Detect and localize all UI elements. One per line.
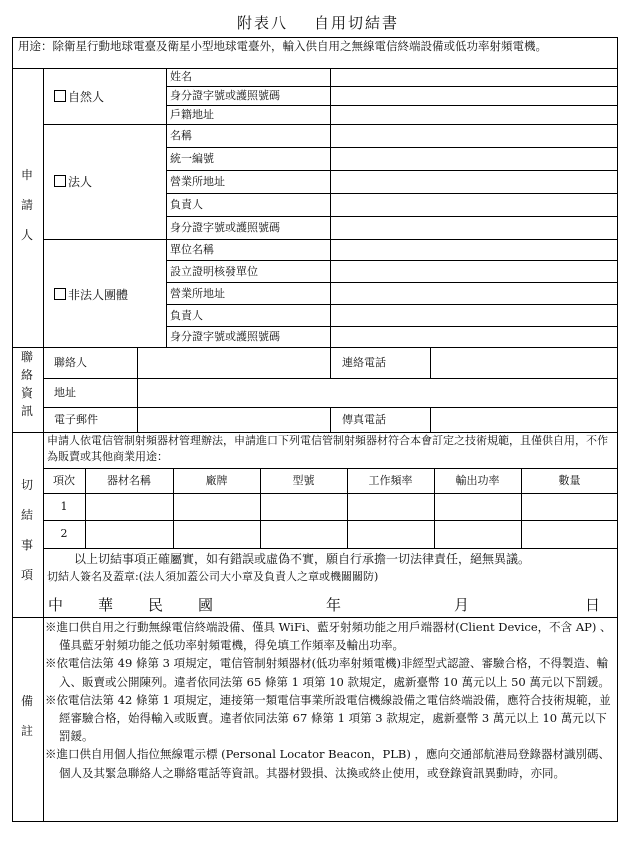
legal-person-checkbox-row[interactable] xyxy=(54,175,92,191)
natural-person-label: 自然人 xyxy=(68,90,105,104)
nonlegal-group-checkbox[interactable] xyxy=(54,288,66,300)
nonlegal-group-label: 非法人團體 xyxy=(68,288,129,302)
contact-section-label: 聯絡資訊 xyxy=(20,350,33,418)
field-label: 負責人 xyxy=(170,309,203,322)
col-header-output-power: 輸出功率 xyxy=(455,474,500,487)
pledge-section-label: 切結事項 xyxy=(20,478,33,582)
col-header-device-name: 器材名稱 xyxy=(107,474,151,487)
col-header-item-no: 項次 xyxy=(53,474,75,487)
field-label: 設立證明核發單位 xyxy=(170,265,258,278)
legal-person-label: 法人 xyxy=(68,175,93,189)
contact-address-label: 地址 xyxy=(54,386,76,399)
form-name: 自用切結書 xyxy=(314,14,400,32)
form-title xyxy=(0,12,636,33)
field-label: 身分證字號或護照號碼 xyxy=(170,221,280,234)
field-label: 營業所地址 xyxy=(170,287,225,300)
natural-person-checkbox-row[interactable] xyxy=(54,90,104,106)
remarks-section-label: 備註 xyxy=(20,694,33,738)
date-char: 中 xyxy=(48,596,64,614)
form-number: 附表八 xyxy=(236,14,288,32)
col-header-quantity: 數量 xyxy=(558,474,581,487)
natural-person-checkbox[interactable] xyxy=(54,90,66,102)
remark-note: ※依電信法第 42 條第 1 項規定，連接第一類電信事業所設電信機線設備之電信終端設備，應符合技術規範，並經審驗合格，始得輸入或販賣。違者依同法第 67 條第 1 項第 3 款規定，處新臺幣 3 萬元以上 10 萬元以下罰鍰。 xyxy=(45,692,611,744)
field-label: 營業所地址 xyxy=(170,175,225,188)
date-year-label: 年 xyxy=(326,596,342,614)
field-label: 單位名稱 xyxy=(170,243,214,256)
field-label: 姓名 xyxy=(170,70,192,83)
field-label: 負責人 xyxy=(170,198,203,211)
date-month-label: 月 xyxy=(454,596,470,614)
legal-person-checkbox[interactable] xyxy=(54,175,66,187)
contact-phone-label: 連絡電話 xyxy=(342,356,386,369)
field-label: 身分證字號或護照號碼 xyxy=(170,89,280,102)
col-header-frequency: 工作頻率 xyxy=(368,474,413,487)
field-label: 身分證字號或護照號碼 xyxy=(170,330,280,343)
col-header-brand: 廠牌 xyxy=(205,474,228,487)
signature-label: 切結人簽名及蓋章:(法人須加蓋公司大小章及負責人之章或機關關防) xyxy=(47,570,379,583)
remark-note: ※進口供自用個人指位無線電示標 (Personal Locator Beacon，PLB) ，應向交通部航港局登錄器材識別碼、個人及其緊急聯絡人之聯絡電話等資訊。其器材毀損、汰換或終止使用，或登錄資訊異動時，亦同。 xyxy=(45,747,610,780)
date-char: 民 xyxy=(148,596,164,614)
field-label: 戶籍地址 xyxy=(170,108,214,121)
table-row-number: 1 xyxy=(60,500,68,513)
contact-person-label: 聯絡人 xyxy=(54,356,87,369)
remark-note: ※進口供自用之行動無線電信終端設備、僅具 WiFi、藍牙射頻功能之用戶端器材(Client Device，不含 AP) 、僅具藍牙射頻功能之低功率射頻電機，得免填工作頻率及輸出功率。 xyxy=(45,620,612,653)
remark-note: ※依電信法第 49 條第 3 項規定，電信管制射頻器材(低功率射頻電機)非經型式認證、審驗合格，不得製造、輸入、販賣或公開陳列。違者依同法第 65 條第 1 項第 10 款規定，處新臺幣 10 萬元以上 50 萬元以下罰鍰。 xyxy=(45,656,610,689)
purpose-text: 用途：除衛星行動地球電臺及衛星小型地球電臺外，輸入供自用之無線電信終端設備或低功率射頻電機。 xyxy=(18,39,547,53)
table-row-number: 2 xyxy=(60,527,68,540)
pledge-intro: 申請人依電信管制射頻器材管理辦法，申請進口下列電信管制射頻器材符合本會訂定之技術規範，且僅供自用，不作為販賣或其他商業用途： xyxy=(47,434,608,463)
remarks-list xyxy=(45,618,613,782)
date-char: 國 xyxy=(198,596,214,614)
date-char: 華 xyxy=(98,596,114,614)
contact-fax-label: 傳真電話 xyxy=(342,413,386,426)
field-label: 統一編號 xyxy=(170,152,214,165)
field-label: 名稱 xyxy=(170,129,192,142)
date-day-label: 日 xyxy=(585,596,601,614)
pledge-statement: 以上切結事項正確屬實，如有錯誤或虛偽不實，願自行承擔一切法律責任，絕無異議。 xyxy=(74,552,531,566)
applicant-section-label: 申請人 xyxy=(20,168,33,242)
contact-email-label: 電子郵件 xyxy=(54,413,98,426)
col-header-model: 型號 xyxy=(292,474,315,487)
nonlegal-group-checkbox-row[interactable] xyxy=(54,288,128,304)
